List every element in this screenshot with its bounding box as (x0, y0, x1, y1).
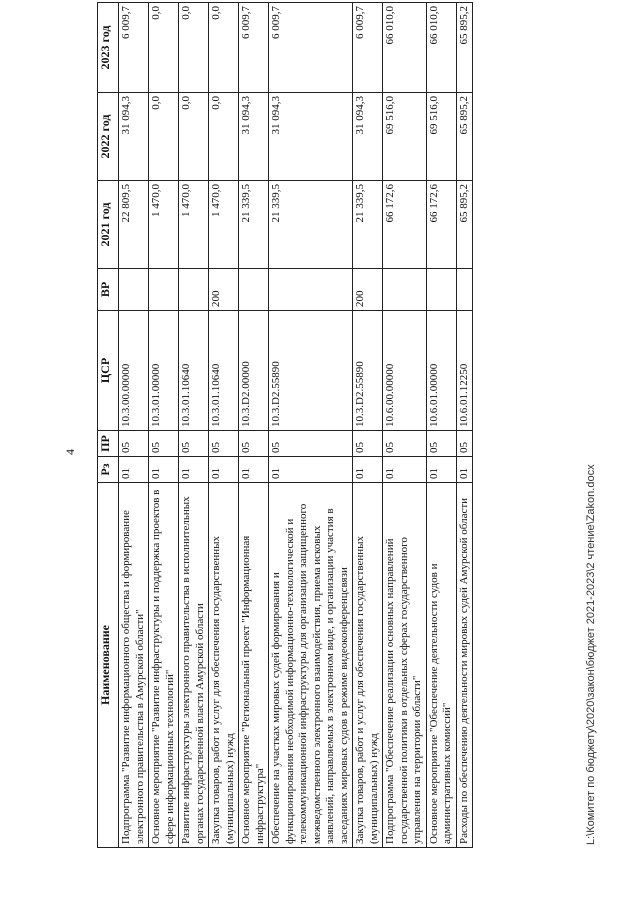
row-2023: 0,0 (149, 3, 179, 93)
row-2023: 6 009,7 (119, 3, 149, 93)
row-csr: 10.3.D2.55890 (269, 311, 353, 431)
row-pr: 05 (179, 431, 209, 457)
row-vr: 200 (209, 269, 239, 311)
row-2021: 1 470,0 (209, 181, 239, 269)
row-2022: 31 094,3 (353, 93, 383, 181)
row-2021: 21 339,5 (353, 181, 383, 269)
row-vr (383, 269, 427, 311)
row-csr: 10.3.D2.55890 (353, 311, 383, 431)
row-pr: 05 (269, 431, 353, 457)
header-2023: 2023 год (98, 3, 119, 93)
row-rz: 01 (456, 457, 473, 483)
row-rz: 01 (179, 457, 209, 483)
table-row (426, 3, 456, 848)
table-row (239, 3, 269, 848)
budget-table (97, 2, 473, 848)
header-vr: ВР (98, 269, 119, 311)
row-pr: 05 (119, 431, 149, 457)
row-pr: 05 (149, 431, 179, 457)
row-rz: 01 (149, 457, 179, 483)
row-rz: 01 (239, 457, 269, 483)
header-2022: 2022 год (98, 93, 119, 181)
row-2023: 66 010,0 (426, 3, 456, 93)
table-row (179, 3, 209, 848)
row-2022: 69 516,0 (426, 93, 456, 181)
row-rz: 01 (209, 457, 239, 483)
row-vr (269, 269, 353, 311)
footer-file-path: L:\Комитет по бюджету\2020\закон\бюджет 2021-2023\2 чтение\Zakon.docx (585, 464, 597, 845)
row-csr: 10.6.01.00000 (426, 311, 456, 431)
header-pr: ПР (98, 431, 119, 457)
row-csr: 10.3.00.00000 (119, 311, 149, 431)
row-2023: 6 009,7 (353, 3, 383, 93)
row-rz: 01 (426, 457, 456, 483)
row-pr: 05 (383, 431, 427, 457)
row-2023: 66 010,0 (383, 3, 427, 93)
row-2022: 31 094,3 (119, 93, 149, 181)
row-name: Подпрограмма "Развитие информационного общества и формирование электронного правительства в Амурской области" (119, 483, 149, 848)
table-row (383, 3, 427, 848)
row-name: Обеспечение на участках мировых судей формирования и функционирования необходимой информационно-технологической и телекоммуникационной инфраструктуры для организации защищенного межведомственного электронного взаимодействия, приема исковых заявлений, направляемых в электронном виде, и организации участия в заседаниях мировых судов в режиме видеоконференцсвязи (269, 483, 353, 848)
row-2023: 6 009,7 (269, 3, 353, 93)
row-name: Расходы по обеспечению деятельности мировых судей Амурской области (456, 483, 473, 848)
row-2022: 0,0 (179, 93, 209, 181)
row-csr: 10.6.01.12250 (456, 311, 473, 431)
row-name: Подпрограмма "Обеспечение реализации основных направлений государственной политики в отдельных сферах государственного управления на территории области" (383, 483, 427, 848)
row-2022: 0,0 (149, 93, 179, 181)
table-row (456, 3, 473, 848)
header-csr: ЦСР (98, 311, 119, 431)
table-row (149, 3, 179, 848)
row-2022: 31 094,3 (269, 93, 353, 181)
rotated-table-container (97, 3, 567, 848)
table-row (209, 3, 239, 848)
row-pr: 05 (426, 431, 456, 457)
row-pr: 05 (353, 431, 383, 457)
row-csr: 10.3.D2.00000 (239, 311, 269, 431)
header-2021: 2021 год (98, 181, 119, 269)
row-2022: 69 516,0 (383, 93, 427, 181)
row-name: Основное мероприятие "Развитие инфраструктуры и поддержка проектов в сфере информационных технологий" (149, 483, 179, 848)
row-rz: 01 (269, 457, 353, 483)
row-2021: 1 470,0 (149, 181, 179, 269)
row-rz: 01 (353, 457, 383, 483)
table-row (119, 3, 149, 848)
table-row (269, 3, 353, 848)
row-name: Закупка товаров, работ и услуг для обеспечения государственных (муниципальных) нужд (353, 483, 383, 848)
row-name: Основное мероприятие "Обеспечение деятельности судов и административных комиссий" (426, 483, 456, 848)
row-vr (426, 269, 456, 311)
row-pr: 05 (456, 431, 473, 457)
row-pr: 05 (239, 431, 269, 457)
row-vr (456, 269, 473, 311)
header-name: Наименование (98, 483, 119, 848)
row-2023: 0,0 (179, 3, 209, 93)
row-vr (239, 269, 269, 311)
table-header-row (98, 3, 119, 848)
header-rz: Рз (98, 457, 119, 483)
row-2022: 65 895,2 (456, 93, 473, 181)
row-2021: 66 172,6 (426, 181, 456, 269)
row-2021: 22 809,5 (119, 181, 149, 269)
row-vr (149, 269, 179, 311)
row-csr: 10.6.00.00000 (383, 311, 427, 431)
row-name: Закупка товаров, работ и услуг для обеспечения государственных (муниципальных) нужд (209, 483, 239, 848)
row-2022: 31 094,3 (239, 93, 269, 181)
row-name: Основное мероприятие "Региональный проект "Информационная инфраструктура" (239, 483, 269, 848)
row-vr (119, 269, 149, 311)
row-vr (179, 269, 209, 311)
row-2023: 6 009,7 (239, 3, 269, 93)
row-csr: 10.3.01.00000 (149, 311, 179, 431)
table-row (353, 3, 383, 848)
row-2021: 66 172,6 (383, 181, 427, 269)
row-rz: 01 (119, 457, 149, 483)
row-csr: 10.3.01.10640 (209, 311, 239, 431)
row-csr: 10.3.01.10640 (179, 311, 209, 431)
row-rz: 01 (383, 457, 427, 483)
row-2022: 0,0 (209, 93, 239, 181)
row-2021: 1 470,0 (179, 181, 209, 269)
row-2021: 21 339,5 (239, 181, 269, 269)
page-number: 4 (63, 449, 77, 455)
row-2021: 65 895,2 (456, 181, 473, 269)
row-2023: 0,0 (209, 3, 239, 93)
row-2021: 21 339,5 (269, 181, 353, 269)
row-2023: 65 895,2 (456, 3, 473, 93)
row-vr: 200 (353, 269, 383, 311)
row-name: Развитие инфраструктуры электронного правительства в исполнительных органах государственной власти Амурской области (179, 483, 209, 848)
row-pr: 05 (209, 431, 239, 457)
